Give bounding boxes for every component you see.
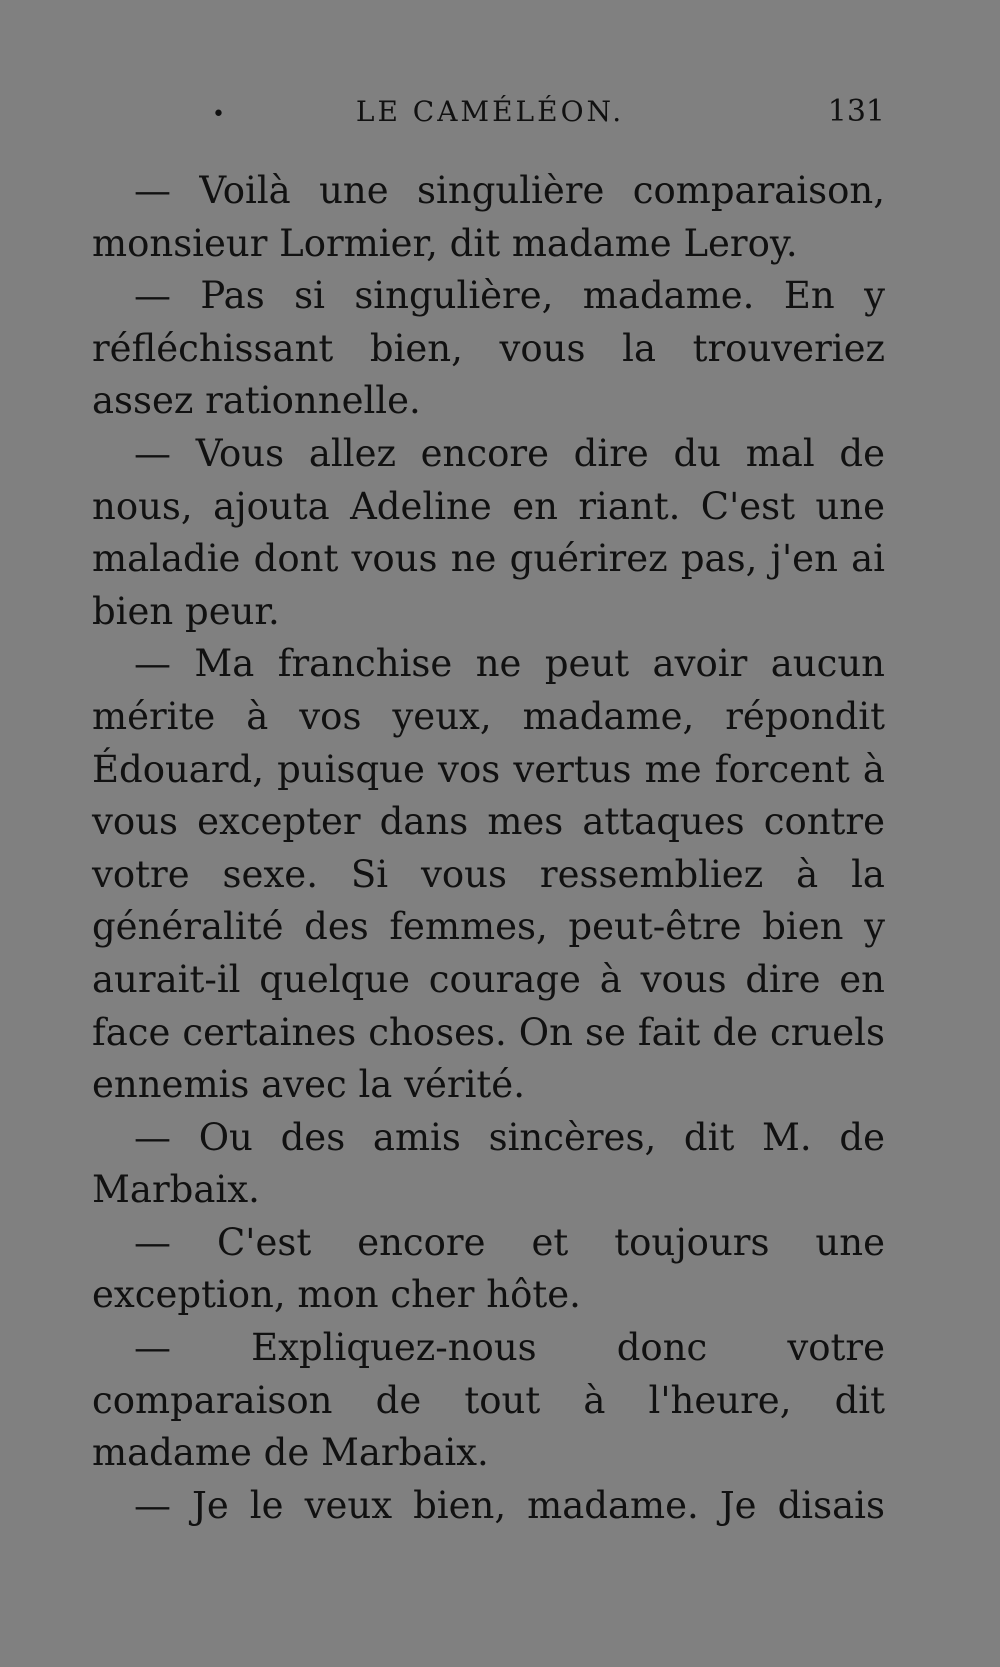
paragraph: — Je le veux bien, madame. Je disais [134, 1483, 885, 1527]
page-header [95, 92, 885, 132]
paragraph: — C'est encore et toujours une exception, mon cher hôte. [92, 1220, 885, 1317]
body-text [92, 165, 885, 1532]
paragraph: — Vous allez encore dire du mal de nous, ajouta Adeline en riant. C'est une maladie dont vous ne guérirez pas, j'en ai bien peur. [92, 431, 885, 633]
paragraph: — Pas si singulière, madame. En y réfléchissant bien, vous la trouveriez assez rationnelle. [92, 274, 885, 423]
header-mark: • [212, 102, 225, 127]
paragraph: — Ou des amis sincères, dit M. de Marbaix. [92, 1115, 885, 1212]
paragraph: — Expliquez-nous donc votre comparaison de tout à l'heure, dit madame de Marbaix. [92, 1326, 885, 1475]
page-number: 131 [827, 94, 885, 129]
paragraph: — Voilà une singulière comparaison, monsieur Lormier, dit madame Leroy. [92, 169, 885, 265]
paragraph: — Ma franchise ne peut avoir aucun mérite à vos yeux, madame, répondit Édouard, puisque vos vertus me forcent à vous excepter dans mes attaques contre votre sexe. Si vous ressembliez à la généralité des femmes, peut-être bien y aurait-il quelque courage à vous dire en face certaines choses. On se fait de cruels ennemis avec la vérité. [92, 642, 885, 1107]
running-title: LE CAMÉLÉON. [355, 95, 625, 128]
